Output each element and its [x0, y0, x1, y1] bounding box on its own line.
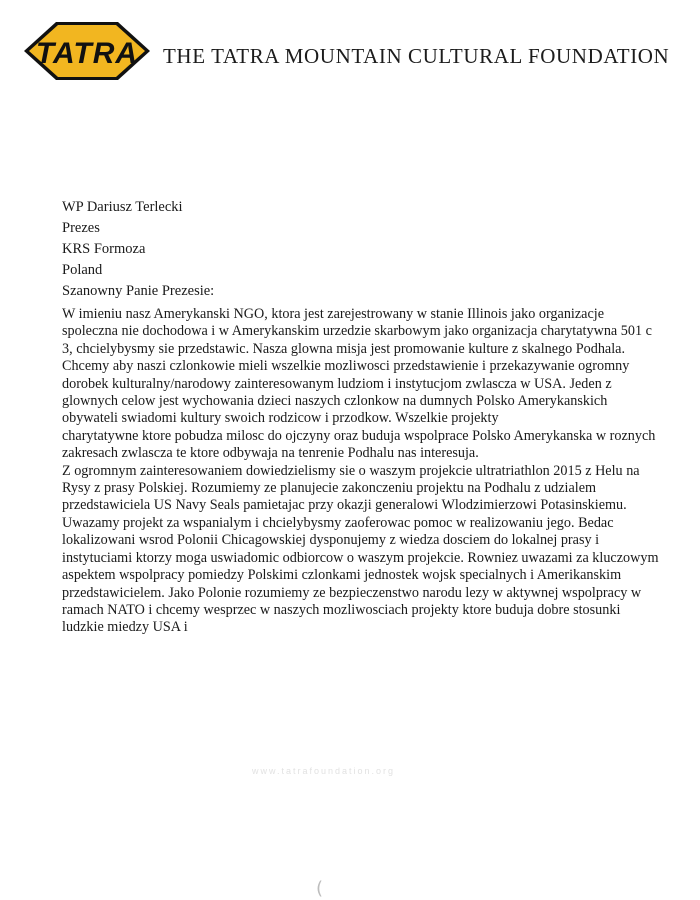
body-line: lokalizowani wsrod Polonii Chicagowskiej dysponujemy z wiedza dosciem do lokalnej prasy i	[62, 532, 600, 549]
letter-body	[62, 306, 692, 637]
footer-website: www.tatrafoundation.org	[252, 766, 396, 776]
body-line: przedstawiciela US Navy Seals pamietajac przy okazji generalowi Wlodzimierzowi Potasinskiemu.	[62, 497, 627, 514]
body-line: dorobek kulturalny/narodowy zainteresowanym ludziom i instytucjom zwlascza w USA. Jeden z	[62, 375, 612, 392]
tatra-logo	[22, 20, 152, 82]
body-line: charytatywne ktore pobudza milosc do ojczyny oraz buduja wspolprace Polsko Amerykanska w roznych	[62, 427, 656, 444]
body-line: obywateli swiadomi kultury swoich rodzicow i przodkow. Wszelkie projekty	[62, 410, 499, 427]
body-line: instytuciami ktorzy moga uswiadomic odbiorcow o waszym projekcie. Rowniez uwazami za kluczowym	[62, 549, 659, 566]
address-line: Prezes	[62, 220, 100, 236]
address-line: WP Dariusz Terlecki	[62, 199, 183, 215]
body-line: Uwazamy projekt za wspanialym i chcielybysmy zaoferowac pomoc w realizowaniu jego. Bedac	[62, 514, 614, 531]
body-line: spoleczna nie dochodowa i w Amerykanskim urzedzie skarbowym jako organizacja charytatywna 501 c	[62, 323, 652, 340]
body-line: 3, chcielybysmy sie przedstawic. Nasza glowna misja jest promowanie kulture z skalnego Podhala.	[62, 340, 626, 357]
body-line: Z ogromnym zainteresowaniem dowiedzielismy sie o waszym projekcie ultratriathlon 2015 z Helu na	[62, 462, 640, 479]
body-line: Rysy z prasy Polskiej. Rozumiemy ze planujecie zakonczeniu projektu na Podhalu z udzialem	[62, 480, 597, 497]
organization-name: THE TATRA MOUNTAIN CULTURAL FOUNDATION	[163, 44, 670, 68]
body-line: glownych celow jest wychowania dzieci naszych czlonkow na dumnych Polsko Amerykanskich	[62, 393, 608, 410]
body-line: przedstawicielem. Jako Polonie rozumiemy ze bezpieczenstwo narodu lezy w aktywnej wspolpracy w	[62, 584, 642, 601]
body-line: Chcemy aby naszi czlonkowie mieli wszelkie mozliwosci przedstawienie i przekazywanie ogromny	[62, 358, 630, 375]
address-line: KRS Formoza	[62, 241, 146, 257]
bottom-mark: (	[316, 878, 324, 899]
body-line: ludzkie miedzy USA i	[62, 619, 188, 636]
body-line: aspektem wspolpracy pomiedzy Polskimi czlonkami jednostek wojsk specialnych i Amerikanskim	[62, 567, 622, 584]
body-line: zakresach zwlascza te ktore odbywaja na tenrenie Podhalu nas interesuja.	[62, 445, 479, 462]
recipient-address	[62, 197, 183, 281]
logo-text: TATRA	[35, 37, 139, 70]
address-line: Poland	[62, 262, 103, 278]
body-line: W imieniu nasz Amerykanski NGO, ktora jest zarejestrowany w stanie Illinois jako organizacje	[62, 306, 604, 322]
body-line: ramach NATO i chcemy wesprzec w naszych mozliwosciach projekty ktore buduja dobre stosunki	[62, 601, 621, 618]
salutation: Szanowny Panie Prezesie:	[62, 283, 215, 299]
